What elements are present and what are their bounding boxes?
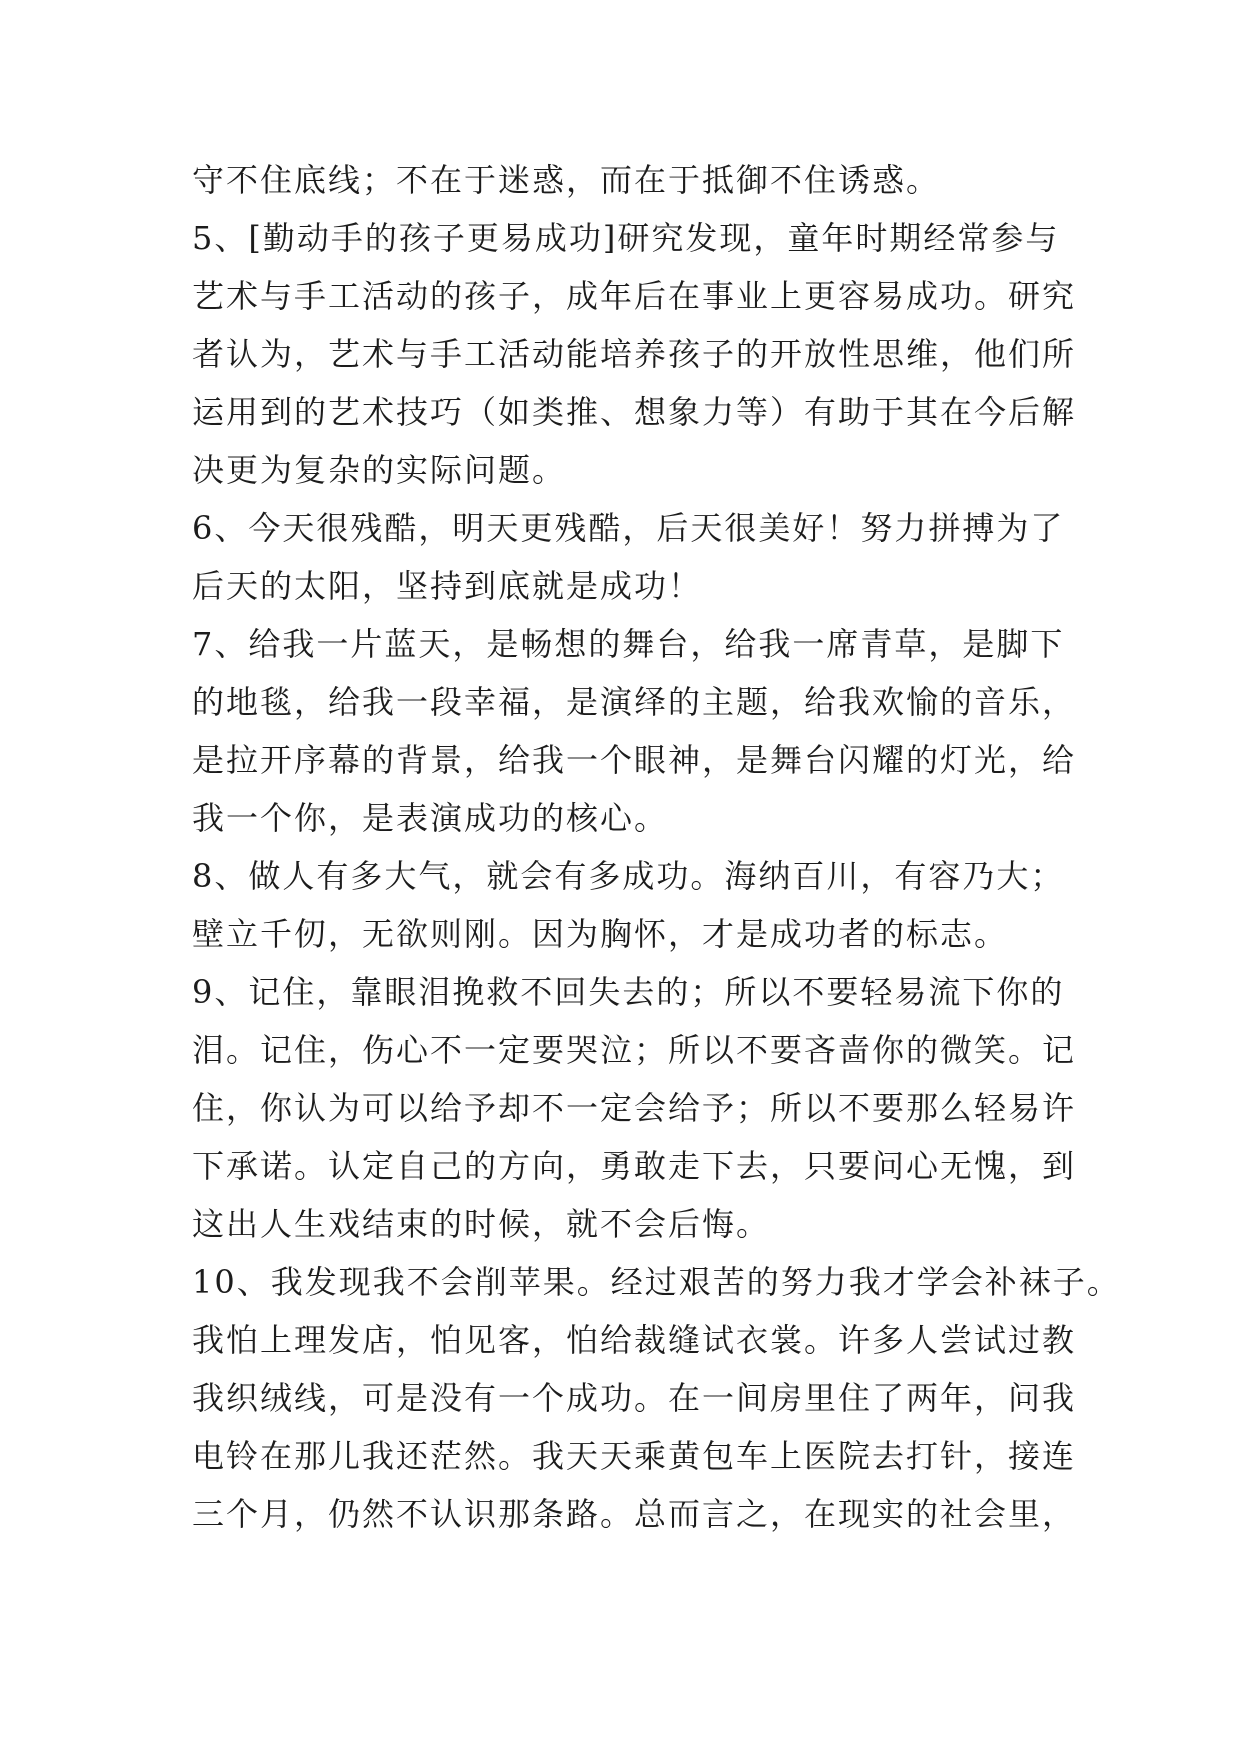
text-line: 9、记住，靠眼泪挽救不回失去的；所以不要轻易流下你的 (192, 973, 1065, 1011)
text-line: 艺术与手工活动的孩子，成年后在事业上更容易成功。研究 (192, 277, 1077, 315)
text-line: 7、给我一片蓝天，是畅想的舞台，给我一席青草，是脚下 (192, 625, 1065, 663)
text-line: 者认为，艺术与手工活动能培养孩子的开放性思维，他们所 (192, 335, 1077, 373)
text-line: 守不住底线；不在于迷惑，而在于抵御不住诱惑。 (192, 161, 941, 199)
text-line: 6、今天很残酷，明天更残酷，后天很美好！努力拼搏为了 (192, 509, 1065, 547)
document-body (192, 151, 1121, 1543)
text-line: 下承诺。认定自己的方向，勇敢走下去，只要问心无愧，到 (192, 1147, 1077, 1185)
text-line: 10、我发现我不会削苹果。经过艰苦的努力我才学会补袜子。 (192, 1263, 1121, 1301)
text-line: 这出人生戏结束的时候，就不会后悔。 (192, 1205, 771, 1243)
text-line: 8、做人有多大气，就会有多成功。海纳百川，有容乃大； (192, 857, 1065, 895)
text-line: 三个月，仍然不认识那条路。总而言之，在现实的社会里， (192, 1495, 1077, 1533)
text-line: 决更为复杂的实际问题。 (192, 451, 567, 489)
text-line: 泪。记住，伤心不一定要哭泣；所以不要吝啬你的微笑。记 (192, 1031, 1077, 1069)
text-line: 后天的太阳，坚持到底就是成功！ (192, 567, 703, 605)
text-line: 住，你认为可以给予却不一定会给予；所以不要那么轻易许 (192, 1089, 1077, 1127)
text-line: 壁立千仞，无欲则刚。因为胸怀，才是成功者的标志。 (192, 915, 1009, 953)
text-line: 是拉开序幕的背景，给我一个眼神，是舞台闪耀的灯光，给 (192, 741, 1077, 779)
text-line: 的地毯，给我一段幸福，是演绎的主题，给我欢愉的音乐， (192, 683, 1077, 721)
text-line: 5、[勤动手的孩子更易成功]研究发现，童年时期经常参与 (192, 219, 1060, 257)
text-line: 电铃在那儿我还茫然。我天天乘黄包车上医院去打针，接连 (192, 1437, 1077, 1475)
text-line: 运用到的艺术技巧（如类推、想象力等）有助于其在今后解 (192, 393, 1077, 431)
text-line: 我怕上理发店，怕见客，怕给裁缝试衣裳。许多人尝试过教 (192, 1321, 1077, 1359)
text-line: 我织绒线，可是没有一个成功。在一间房里住了两年，问我 (192, 1379, 1077, 1417)
text-line: 我一个你，是表演成功的核心。 (192, 799, 669, 837)
